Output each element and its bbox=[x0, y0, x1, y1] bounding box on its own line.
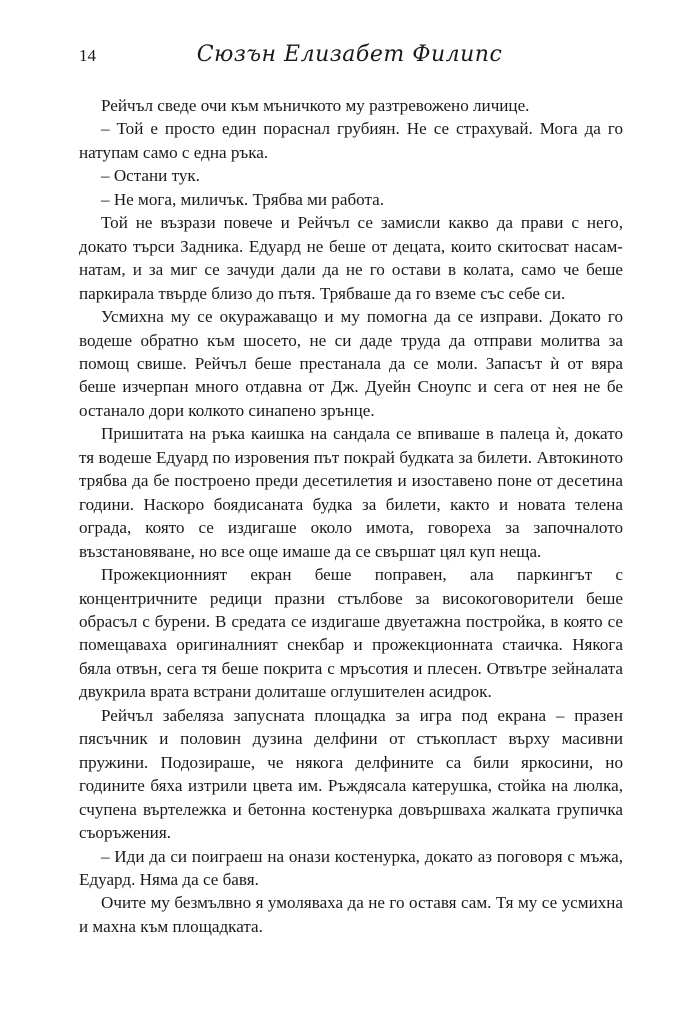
paragraph: – Иди да си поиграеш на онази костенурка, докато аз поговоря с мъжа, Едуард. Няма да се бавя. bbox=[79, 846, 623, 889]
paragraph: Усмихна му се окуражаващо и му помогна да се изправи. Докато го водеше обратно към шосето, не си даде труда да отправи молитва за помощ свише. Рейчъл беше престанала да се моли. Запасът ѝ от вяра беше изчерпан много отдавна от Дж. Дуейн Сноупс и сега от нея не бе останало дори колкото синапено зрънце. bbox=[79, 307, 623, 420]
paragraph: Прожекционният екран беше поправен, ала паркингът с концентричните редици празни стълбове за високоговорители беше обрасъл с бурени. В средата се издигаше двуетажна постройка, в която се помещаваха оригиналният снекбар и прожекционната стаичка. Някога бяла отвън, сега тя беше покрита с мръсотия и плесен. Отвътре зейналата двукрила врата встрани долиташе оглушителен асидрок. bbox=[79, 565, 623, 702]
body-text bbox=[79, 94, 623, 938]
paragraph: Рейчъл сведе очи към мъничкото му разтревожено личице. bbox=[101, 96, 530, 115]
paragraph: – Не мога, миличък. Трябва ми работа. bbox=[101, 189, 384, 209]
paragraph: Той не възрази повече и Рейчъл се замисли какво да прави с него, докато търси Задника. Едуард не беше от децата, които скитосват насам-натам, и за миг се зачуди дали да не го остави в колата, само че беше паркирала твърде близо до пътя. Трябваше да го вземе със себе си. bbox=[79, 213, 623, 303]
page-number: 14 bbox=[79, 46, 96, 65]
page-header bbox=[79, 42, 620, 72]
paragraph: – Той е просто един пораснал грубиян. Не се страхувай. Мога да го натупам само с една ръка. bbox=[79, 119, 623, 162]
paragraph: Очите му безмълвно я умоляваха да не го оставя сам. Тя му се усмихна и махна към площадката. bbox=[79, 893, 623, 936]
paragraph: Рейчъл забеляза запусната площадка за игра под екрана – празен пясъчник и половин дузина делфини от стъкопласт върху масивни пружини. Подозираше, че някога делфините са били яркосини, но годините бяха изтрили цвета им. Ръждясала катерушка, стойка на люлка, счупена въртележка и бетонна костенурка довършваха жалката групичка съоръжения. bbox=[79, 705, 623, 843]
paragraph: – Остани тук. bbox=[101, 166, 200, 186]
running-head-author: Сюзън Елизабет Филипс bbox=[196, 42, 503, 67]
paragraph: Пришитата на ръка каишка на сандала се впиваше в палеца ѝ, докато тя водеше Едуард по изровения път покрай будката за билети. Автокиното трябва да бе построено преди десетилетия и изоставено поне от десетина години. Наскоро боядисаната будка за билети, както и новата телена ограда, която се издигаше около имота, говореха за започналото възстановяване, но все още имаше да се свършат цял куп неща. bbox=[79, 424, 623, 561]
